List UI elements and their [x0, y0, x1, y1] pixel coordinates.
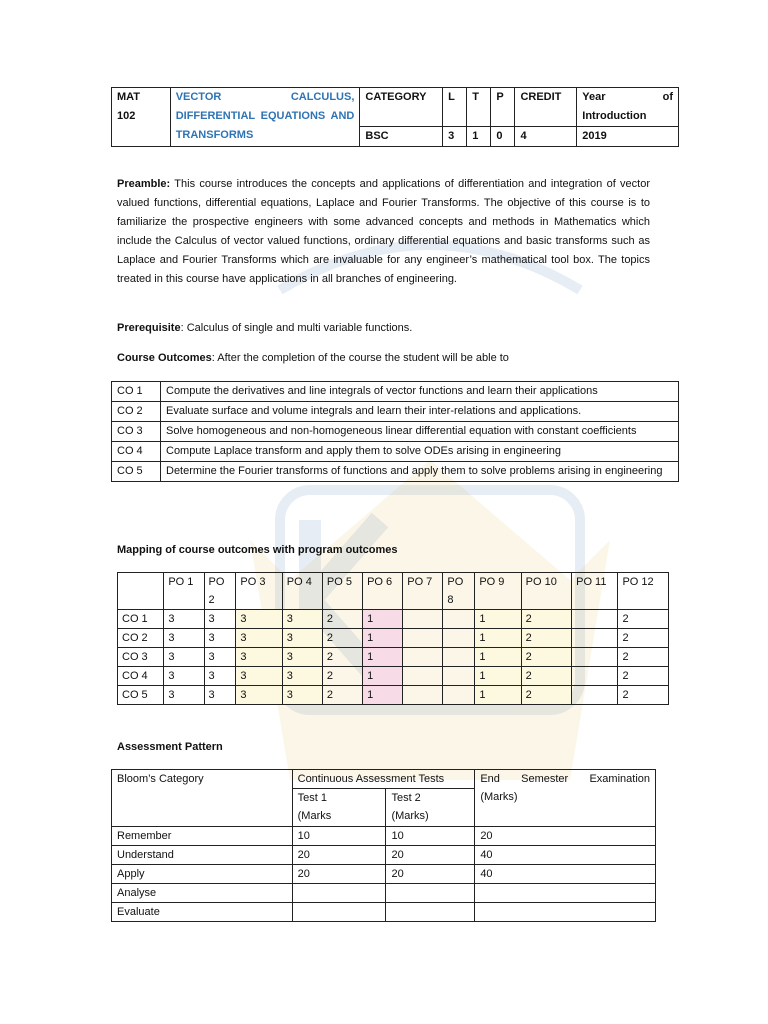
mapping-title: Mapping of course outcomes with program outcomes — [117, 544, 398, 556]
mapping-cell: 3 — [164, 629, 204, 648]
t-label: T — [467, 88, 491, 127]
mapping-cell: 2 — [618, 629, 669, 648]
marks-cell — [386, 884, 475, 903]
course-title-line-1: VECTOR CALCULUS, — [175, 91, 355, 103]
mapping-cell: 1 — [475, 667, 521, 686]
co-description: Compute the derivatives and line integrals of vector functions and learn their applications — [161, 382, 679, 402]
marks-cell: 40 — [475, 846, 656, 865]
blooms-level: Understand — [112, 846, 293, 865]
co-description: Determine the Fourier transforms of functions and apply them to solve problems arising in engineering — [161, 462, 679, 482]
marks-cell — [292, 903, 386, 922]
po-header: PO 8 — [443, 573, 475, 610]
table-row — [118, 648, 669, 667]
test-1-header — [292, 789, 386, 827]
credit-value: 4 — [515, 127, 577, 147]
co-row-label: CO 4 — [118, 667, 164, 686]
year-label-line-2: Introduction — [582, 110, 647, 122]
mapping-cell: 3 — [164, 686, 204, 705]
mapping-cell: 1 — [363, 610, 403, 629]
co-description: Solve homogeneous and non-homogeneous linear differential equation with constant coefficients — [161, 422, 679, 442]
prerequisite-label: Prerequisite — [117, 322, 181, 334]
marks-cell — [475, 903, 656, 922]
mapping-cell: 2 — [618, 686, 669, 705]
mapping-cell: 3 — [236, 629, 282, 648]
table-row — [112, 865, 656, 884]
mapping-cell: 3 — [282, 648, 322, 667]
mapping-cell — [572, 667, 618, 686]
mapping-cell: 3 — [282, 610, 322, 629]
mapping-cell — [572, 610, 618, 629]
mapping-cell: 3 — [236, 648, 282, 667]
course-title-cell — [170, 88, 360, 147]
po-header: PO 12 — [618, 573, 669, 610]
co-row-label: CO 1 — [118, 610, 164, 629]
co-po-mapping-table — [117, 572, 669, 705]
category-value: BSC — [360, 127, 443, 147]
blooms-level: Apply — [112, 865, 293, 884]
mapping-cell: 3 — [236, 686, 282, 705]
po-header: PO 6 — [363, 573, 403, 610]
test-1-label: Test 1 — [297, 792, 327, 804]
table-row — [112, 884, 656, 903]
mapping-cell: 2 — [521, 667, 571, 686]
l-label: L — [443, 88, 467, 127]
l-value: 3 — [443, 127, 467, 147]
blooms-level: Evaluate — [112, 903, 293, 922]
po-header: PO 3 — [236, 573, 282, 610]
po-header: PO 2 — [204, 573, 236, 610]
mapping-cell: 3 — [164, 610, 204, 629]
po-header: PO 5 — [322, 573, 362, 610]
marks-cell: 20 — [475, 827, 656, 846]
table-row — [118, 686, 669, 705]
table-row — [112, 422, 679, 442]
po-header: PO 9 — [475, 573, 521, 610]
marks-cell — [292, 884, 386, 903]
table-row — [112, 846, 656, 865]
table-row — [112, 402, 679, 422]
mapping-cell: 2 — [618, 648, 669, 667]
test-2-label: Test 2 — [391, 792, 421, 804]
end-semester-label: End Semester Examination — [480, 773, 650, 785]
co-id: CO 2 — [112, 402, 161, 422]
course-header-table — [111, 87, 679, 147]
marks-cell: 20 — [386, 865, 475, 884]
course-outcomes-intro: : After the completion of the course the student will be able to — [211, 352, 509, 364]
blooms-level: Remember — [112, 827, 293, 846]
table-row — [112, 382, 679, 402]
blooms-category-header: Bloom’s Category — [112, 770, 293, 827]
table-header-row — [118, 573, 669, 610]
t-value: 1 — [467, 127, 491, 147]
mapping-corner-cell — [118, 573, 164, 610]
table-row — [118, 629, 669, 648]
mapping-cell: 3 — [282, 629, 322, 648]
co-id: CO 4 — [112, 442, 161, 462]
p-label: P — [491, 88, 515, 127]
mapping-cell: 2 — [322, 686, 362, 705]
co-id: CO 5 — [112, 462, 161, 482]
mapping-cell — [403, 610, 443, 629]
mapping-cell: 2 — [322, 629, 362, 648]
preamble-paragraph — [117, 175, 650, 289]
test-2-marks: (Marks) — [391, 810, 429, 822]
mapping-cell — [443, 629, 475, 648]
mapping-cell — [403, 648, 443, 667]
course-code-prefix: MAT — [117, 91, 141, 103]
mapping-cell: 1 — [363, 648, 403, 667]
mapping-cell: 1 — [475, 648, 521, 667]
mapping-cell — [572, 648, 618, 667]
preamble-text: This course introduces the concepts and applications of differentiation and integration of vector valued functions, differential equations, Laplace and Fourier Transforms. The objective of this course is to familiarize the prospective engineers with some advanced concepts and methods in Mathematics which include the Calculus of vector valued functions, ordinary differential equations and basic transforms such as Laplace and Fourier Transforms which are invaluable for any engineer’s mathematical tool box. The topics treated in this course have applications in all branches of engineering. — [117, 178, 650, 285]
mapping-cell: 3 — [236, 667, 282, 686]
table-row — [112, 462, 679, 482]
year-label-line-1: Year of — [582, 91, 673, 103]
marks-cell — [475, 884, 656, 903]
year-value: 2019 — [577, 127, 679, 147]
mapping-cell: 3 — [204, 648, 236, 667]
co-description: Evaluate surface and volume integrals and learn their inter-relations and applications. — [161, 402, 679, 422]
table-row — [112, 442, 679, 462]
marks-cell: 10 — [292, 827, 386, 846]
test-1-marks: (Marks — [297, 810, 332, 822]
table-row — [118, 610, 669, 629]
mapping-cell — [443, 610, 475, 629]
mapping-cell: 2 — [521, 686, 571, 705]
mapping-cell: 3 — [236, 610, 282, 629]
course-code-number: 102 — [117, 110, 136, 122]
mapping-cell: 3 — [204, 686, 236, 705]
course-outcomes-label: Course Outcomes — [117, 352, 212, 364]
marks-cell: 20 — [292, 846, 386, 865]
end-semester-marks: (Marks) — [480, 791, 518, 803]
mapping-cell: 2 — [521, 610, 571, 629]
mapping-cell — [572, 686, 618, 705]
po-header: PO 4 — [282, 573, 322, 610]
year-label-cell — [577, 88, 679, 127]
po-header: PO 10 — [521, 573, 571, 610]
course-outcomes-table — [111, 381, 679, 482]
credit-label: CREDIT — [515, 88, 577, 127]
assessment-title: Assessment Pattern — [117, 741, 223, 753]
marks-cell: 10 — [386, 827, 475, 846]
mapping-cell — [403, 686, 443, 705]
co-row-label: CO 2 — [118, 629, 164, 648]
continuous-assessment-header: Continuous Assessment Tests — [292, 770, 475, 789]
category-label: CATEGORY — [360, 88, 443, 127]
mapping-cell — [443, 648, 475, 667]
co-description: Compute Laplace transform and apply them to solve ODEs arising in engineering — [161, 442, 679, 462]
co-id: CO 3 — [112, 422, 161, 442]
mapping-cell: 3 — [164, 667, 204, 686]
marks-cell — [386, 903, 475, 922]
mapping-cell — [443, 686, 475, 705]
mapping-cell — [443, 667, 475, 686]
mapping-cell — [403, 667, 443, 686]
mapping-cell: 1 — [475, 610, 521, 629]
course-outcomes-heading — [117, 349, 650, 368]
mapping-cell: 1 — [363, 686, 403, 705]
co-id: CO 1 — [112, 382, 161, 402]
mapping-cell: 2 — [521, 648, 571, 667]
po-header: PO 7 — [403, 573, 443, 610]
mapping-cell: 2 — [322, 648, 362, 667]
po-header: PO 1 — [164, 573, 204, 610]
mapping-cell: 2 — [618, 610, 669, 629]
mapping-cell: 3 — [204, 629, 236, 648]
table-row — [112, 903, 656, 922]
mapping-cell: 3 — [204, 610, 236, 629]
mapping-cell: 2 — [618, 667, 669, 686]
prerequisite-paragraph — [117, 319, 650, 338]
mapping-cell: 2 — [322, 667, 362, 686]
prerequisite-text: : Calculus of single and multi variable functions. — [180, 322, 413, 334]
mapping-cell: 3 — [282, 667, 322, 686]
co-row-label: CO 5 — [118, 686, 164, 705]
co-row-label: CO 3 — [118, 648, 164, 667]
course-title-line-3: TRANSFORMS — [175, 129, 254, 141]
mapping-cell: 1 — [363, 667, 403, 686]
end-semester-header — [475, 770, 656, 827]
marks-cell: 20 — [292, 865, 386, 884]
course-code-cell — [112, 88, 171, 147]
mapping-cell — [572, 629, 618, 648]
mapping-cell: 1 — [475, 686, 521, 705]
mapping-cell — [403, 629, 443, 648]
test-2-header — [386, 789, 475, 827]
mapping-cell: 3 — [282, 686, 322, 705]
mapping-cell: 1 — [363, 629, 403, 648]
mapping-cell: 3 — [204, 667, 236, 686]
table-row — [118, 667, 669, 686]
mapping-cell: 2 — [322, 610, 362, 629]
preamble-label: Preamble: — [117, 178, 171, 190]
marks-cell: 20 — [386, 846, 475, 865]
p-value: 0 — [491, 127, 515, 147]
assessment-pattern-table — [111, 769, 656, 922]
marks-cell: 40 — [475, 865, 656, 884]
mapping-cell: 2 — [521, 629, 571, 648]
course-title-line-2: DIFFERENTIAL EQUATIONS AND — [175, 110, 355, 122]
blooms-level: Analyse — [112, 884, 293, 903]
mapping-cell: 1 — [475, 629, 521, 648]
table-row — [112, 827, 656, 846]
mapping-cell: 3 — [164, 648, 204, 667]
po-header: PO 11 — [572, 573, 618, 610]
